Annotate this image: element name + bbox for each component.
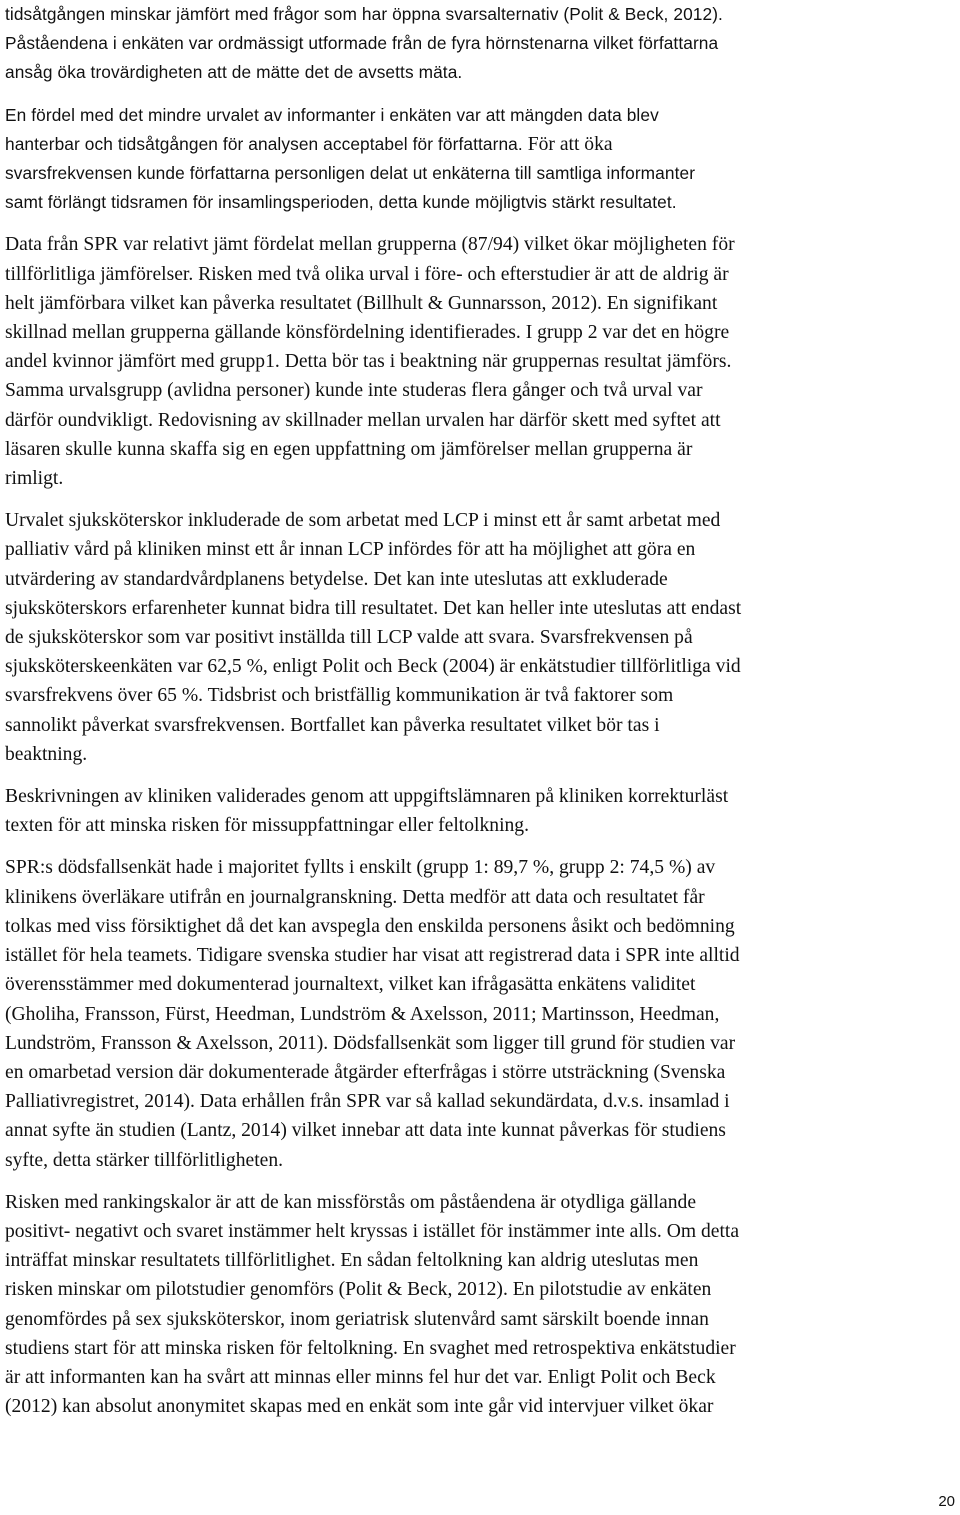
text-line-content: skillnad mellan grupperna gällande könsfördelning identifierades. I grupp 2 var det en högre	[5, 322, 730, 344]
text-line	[5, 188, 957, 217]
text-line-content: istället för hela teamets. Tidigare svenska studier har visat att registrerad data i SPR inte alltid	[5, 945, 740, 967]
text-line	[5, 912, 957, 941]
text-line-content: studiens start för att minska risken för feltolkning. En svaghet med retrospektiva enkätstudier	[5, 1337, 736, 1359]
text-line	[5, 1246, 957, 1275]
paragraph	[5, 506, 957, 769]
text-line-content: är att informanten kan ha svårt att minnas eller minns fel hur det var. Enligt Polit och Beck	[5, 1366, 716, 1388]
text-line-content: Samma urvalsgrupp (avlidna personer) kunde inte studeras flera gånger och två urval var	[5, 380, 703, 402]
text-line	[5, 883, 957, 912]
text-line	[5, 435, 957, 464]
text-line	[5, 506, 957, 535]
text-line	[5, 1363, 957, 1392]
text-line-content: en omarbetad version där dokumenterade åtgärder efterfrågas i större utsträckning (Svenska	[5, 1061, 726, 1083]
text-line	[5, 464, 957, 493]
text-line	[5, 406, 957, 435]
text-line	[5, 230, 957, 259]
text-line	[5, 565, 957, 594]
text-line-content: Risken med rankingskalor är att de kan missförstås om påståendena är otydliga gällande	[5, 1191, 697, 1213]
text-line	[5, 1217, 957, 1246]
text-line	[5, 58, 957, 87]
text-line	[5, 376, 957, 405]
text-line-content: andel kvinnor jämfört med grupp1. Detta bör tas i beaktning när gruppernas resultat jämförs.	[5, 351, 732, 373]
text-line	[5, 1116, 957, 1145]
paragraph	[5, 1188, 957, 1422]
document-page	[5, 0, 957, 1434]
text-line-content: Urvalet sjuksköterskor inkluderade de som arbetat med LCP i minst ett år samt arbetat med	[5, 510, 721, 532]
text-line	[5, 623, 957, 652]
text-line	[5, 853, 957, 882]
text-line-content: rimligt.	[5, 468, 64, 490]
text-line-content: tolkas med viss försiktighet då det kan avspegla den enskilda personens åsikt och bedömning	[5, 915, 735, 937]
text-line-content: överensstämmer med dokumenterad journaltext, vilket kan ifrågasätta enkätens validitet	[5, 974, 696, 996]
text-line	[5, 594, 957, 623]
text-line	[5, 652, 957, 681]
text-line-tail: För att öka	[522, 133, 613, 155]
text-line	[5, 711, 957, 740]
paragraph	[5, 0, 957, 88]
text-line	[5, 318, 957, 347]
text-line-content: Beskrivningen av kliniken validerades genom att uppgiftslämnaren på kliniken korrekturläst	[5, 786, 729, 808]
text-line	[5, 681, 957, 710]
text-line-content: texten för att minska risken för missuppfattningar eller feltolkning.	[5, 815, 529, 837]
text-line	[5, 1058, 957, 1087]
text-line	[5, 740, 957, 769]
text-line-content: hanterbar och tidsåtgången för analysen acceptabel för författarna.	[5, 133, 523, 154]
text-line	[5, 1305, 957, 1334]
text-line-content: sjuksköterskors erfarenheter kunnat bidra till resultatet. Det kan heller inte uteslutas att endast	[5, 597, 742, 619]
text-line	[5, 970, 957, 999]
text-line-content: läsaren skulle kunna skaffa sig en egen uppfattning om jämförelser mellan grupperna är	[5, 438, 693, 460]
paragraph	[5, 782, 957, 840]
text-line	[5, 1029, 957, 1058]
text-line	[5, 811, 957, 840]
text-line	[5, 260, 957, 289]
text-line-content: samt förlängt tidsramen för insamlingsperioden, detta kunde möjligtvis stärkt resultatet.	[5, 192, 677, 213]
text-line-content: tidsåtgången minskar jämfört med frågor som har öppna svarsalternativ (Polit & Beck, 2012).	[5, 4, 723, 24]
text-line	[5, 1392, 957, 1421]
text-line-content: inträffat minskar resultatets tillförlitlighet. En sådan feltolkning kan aldrig uteslutas men	[5, 1250, 699, 1272]
text-line	[5, 289, 957, 318]
text-line-content: ansåg öka trovärdigheten att de mätte det de avsetts mäta.	[5, 62, 463, 83]
text-line	[5, 29, 957, 58]
text-line	[5, 782, 957, 811]
text-line-content: En fördel med det mindre urvalet av informanter i enkäten var att mängden data blev	[5, 104, 659, 125]
text-line-content: palliativ vård på kliniken minst ett år innan LCP infördes för att ha möjlighet att göra en	[5, 539, 696, 561]
text-line-content: Lundström, Fransson & Axelsson, 2011). Dödsfallsenkät som ligger till grund för studien var	[5, 1032, 736, 1054]
text-line-content: (2012) kan absolut anonymitet skapas med en enkät som inte går vid intervjuer vilket ökar	[5, 1396, 714, 1418]
text-line-content: de sjuksköterskor som var positivt inställda till LCP valde att svara. Svarsfrekvensen på	[5, 627, 693, 649]
text-line-content: tillförlitliga jämförelser. Risken med två olika urval i före- och efterstudier är att de aldrig är	[5, 263, 729, 285]
text-line	[5, 159, 957, 188]
text-line-content: Palliativregistret, 2014). Data erhållen från SPR var så kallad sekundärdata, d.v.s. insamlad i	[5, 1091, 730, 1113]
text-line-content: helt jämförbara vilket kan påverka resultatet (Billhult & Gunnarsson, 2012). En signifikant	[5, 292, 718, 314]
text-line-content: genomfördes på sex sjuksköterskor, inom geriatrisk slutenvård samt särskilt boende innan	[5, 1308, 709, 1330]
text-line	[5, 1275, 957, 1304]
text-line-content: SPR:s dödsfallsenkät hade i majoritet fyllts i enskilt (grupp 1: 89,7 %, grupp 2: 74,5 %) av	[5, 857, 716, 879]
text-line	[5, 1146, 957, 1175]
text-line	[5, 1334, 957, 1363]
paragraph	[5, 230, 957, 493]
text-line-content: svarsfrekvens över 65 %. Tidsbrist och bristfällig kommunikation är två faktorer som	[5, 685, 674, 707]
text-line	[5, 941, 957, 970]
text-line	[5, 101, 957, 130]
text-line-content: Påståendena i enkäten var ordmässigt utformade från de fyra hörnstenarna vilket författarna	[5, 33, 719, 54]
text-line-content: svarsfrekvensen kunde författarna personligen delat ut enkäterna till samtliga informanter	[5, 163, 696, 184]
text-line-content: därför oundvikligt. Redovisning av skillnader mellan urvalen har därför skett med syftet att	[5, 409, 721, 431]
text-line	[5, 1000, 957, 1029]
paragraph	[5, 101, 957, 218]
text-line	[5, 130, 957, 159]
text-line-content: annat syfte än studien (Lantz, 2014) vilket innebar att data inte kunnat påverkas för studiens	[5, 1120, 726, 1142]
text-line	[5, 535, 957, 564]
text-line-content: sjuksköterskeenkäten var 62,5 %, enligt Polit och Beck (2004) är enkätstudier tillförlitliga vid	[5, 656, 741, 678]
text-line-content: utvärdering av standardvårdplanens betydelse. Det kan inte uteslutas att exkluderade	[5, 568, 668, 590]
page-number: 20	[938, 1493, 955, 1510]
text-line	[5, 1188, 957, 1217]
text-line-content: positivt- negativt och svaret instämmer helt kryssas i istället för instämmer inte alls. Om detta	[5, 1220, 740, 1242]
text-line	[5, 0, 957, 29]
text-line-content: risken minskar om pilotstudier genomförs (Polit & Beck, 2012). En pilotstudie av enkäten	[5, 1279, 712, 1301]
text-line-content: syfte, detta stärker tillförlitligheten.	[5, 1149, 284, 1171]
text-line	[5, 1087, 957, 1116]
text-line-content: Data från SPR var relativt jämt fördelat mellan grupperna (87/94) vilket ökar möjligheten för	[5, 234, 735, 256]
text-line-content: sannolikt påverkat svarsfrekvensen. Bortfallet kan påverka resultatet vilket bör tas i	[5, 714, 660, 736]
paragraph	[5, 853, 957, 1174]
text-line-content: beaktning.	[5, 743, 88, 765]
text-line-content: (Gholiha, Fransson, Fürst, Heedman, Lundström & Axelsson, 2011; Martinsson, Heedman,	[5, 1003, 720, 1025]
text-line-content: klinikens överläkare utifrån en journalgranskning. Detta medför att data och resultatet får	[5, 886, 705, 908]
text-line	[5, 347, 957, 376]
